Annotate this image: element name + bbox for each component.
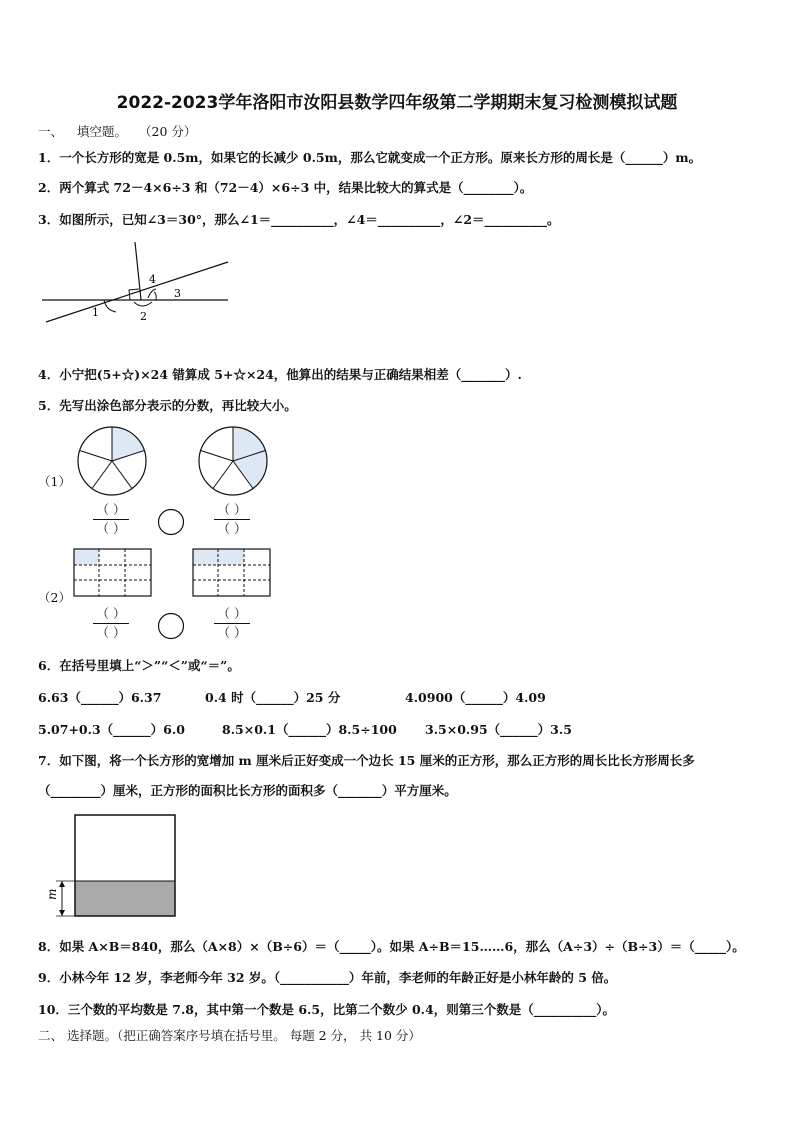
q5-part1-label: （1） (38, 474, 71, 489)
question-3: 3．如图所示，已知∠3＝30°，那么∠1＝__________，∠4＝__________，∠2＝__________。 (38, 212, 560, 227)
question-8: 8．如果 A×B＝840，那么（A×8）×（B÷6）＝（_____）。如果 A÷B＝15……6，那么（A÷3）÷（B÷3）＝（_____）。 (38, 939, 745, 954)
q6-item-3: 4.0900（______）4.09 (405, 690, 546, 705)
angle3-arc (154, 292, 156, 300)
question-9: 9．小林今年 12 岁，李老师今年 32 岁。（___________）年前，李老师的年龄正好是小林年龄的 5 倍。 (38, 970, 617, 985)
fraction-blank-1[interactable]: （ ） （ ） (89, 502, 133, 537)
grid-left-shaded-cell (74, 549, 99, 565)
section1-name: 填空题。 (77, 124, 128, 139)
q5-part2-label: （2） (38, 590, 71, 605)
m-label: m (45, 888, 59, 900)
fraction-blank-4[interactable]: （ ） （ ） (210, 606, 254, 641)
square-figure (42, 812, 182, 920)
angle-figure (38, 240, 238, 330)
page-title: 2022-2023学年洛阳市汝阳县数学四年级第二学期期末复习检测模拟试题 (116, 93, 678, 113)
question-7-line-1: 7．如下图，将一个长方形的宽增加 m 厘米后正好变成一个边长 15 厘米的正方形，那么正方形的周长比长方形周长多 (38, 753, 695, 768)
angle-label-1: 1 (92, 306, 99, 319)
circle-right (197, 425, 269, 497)
slanted-line (46, 262, 228, 322)
angle2-arc (134, 302, 152, 306)
angle4-arc (148, 289, 156, 298)
q6-item-4: 5.07+0.3（______）6.0 (38, 722, 185, 737)
fraction-blank-3[interactable]: （ ） （ ） (89, 606, 133, 641)
question-7-line-2: （________）厘米，正方形的面积比长方形的面积多（_______）平方厘米。 (38, 783, 457, 798)
question-4: 4．小宁把(5+☆)×24 错算成 5+☆×24，他算出的结果与正确结果相差（_______）. (38, 367, 522, 382)
q6-item-1: 6.63（______）6.37 (38, 690, 162, 705)
section1-header (38, 122, 196, 140)
grid-rect-right (192, 548, 272, 598)
section2-header: 二、 选择题。（把正确答案序号填在括号里。 每题 2 分， 共 10 分） (38, 1028, 421, 1043)
q6-item-6: 3.5×0.95（______）3.5 (425, 722, 572, 737)
compare-circle-1[interactable] (157, 508, 185, 536)
fraction-blank-2[interactable]: （ ） （ ） (210, 502, 254, 537)
question-10: 10．三个数的平均数是 7.8，其中第一个数是 6.5，比第二个数少 0.4，则第三个数是（__________）。 (38, 1002, 615, 1017)
added-strip (75, 881, 175, 916)
question-2: 2．两个算式 72－4×6÷3 和（72－4）×6÷3 中，结果比较大的算式是（________）。 (38, 180, 533, 195)
section1-number: 一、 (38, 124, 64, 139)
q6-item-5: 8.5×0.1（______）8.5÷100 (222, 722, 397, 737)
grid-rect-left (73, 548, 153, 598)
question-5: 5．先写出涂色部分表示的分数，再比较大小。 (38, 398, 297, 413)
q6-item-2: 0.4 时（______）25 分 (205, 690, 341, 705)
angle-label-2: 2 (140, 310, 147, 323)
question-1: 1．一个长方形的宽是 0.5m，如果它的长减少 0.5m，那么它就变成一个正方形。原来长方形的周长是（______）m。 (38, 150, 702, 165)
compare-circle-2[interactable] (157, 612, 185, 640)
question-6: 6．在括号里填上“＞”“＜”或“＝”。 (38, 658, 240, 673)
section1-score: （20 分） (139, 124, 197, 139)
circle-left (76, 425, 148, 497)
angle-label-4: 4 (149, 273, 156, 286)
angle-label-3: 3 (174, 287, 181, 300)
